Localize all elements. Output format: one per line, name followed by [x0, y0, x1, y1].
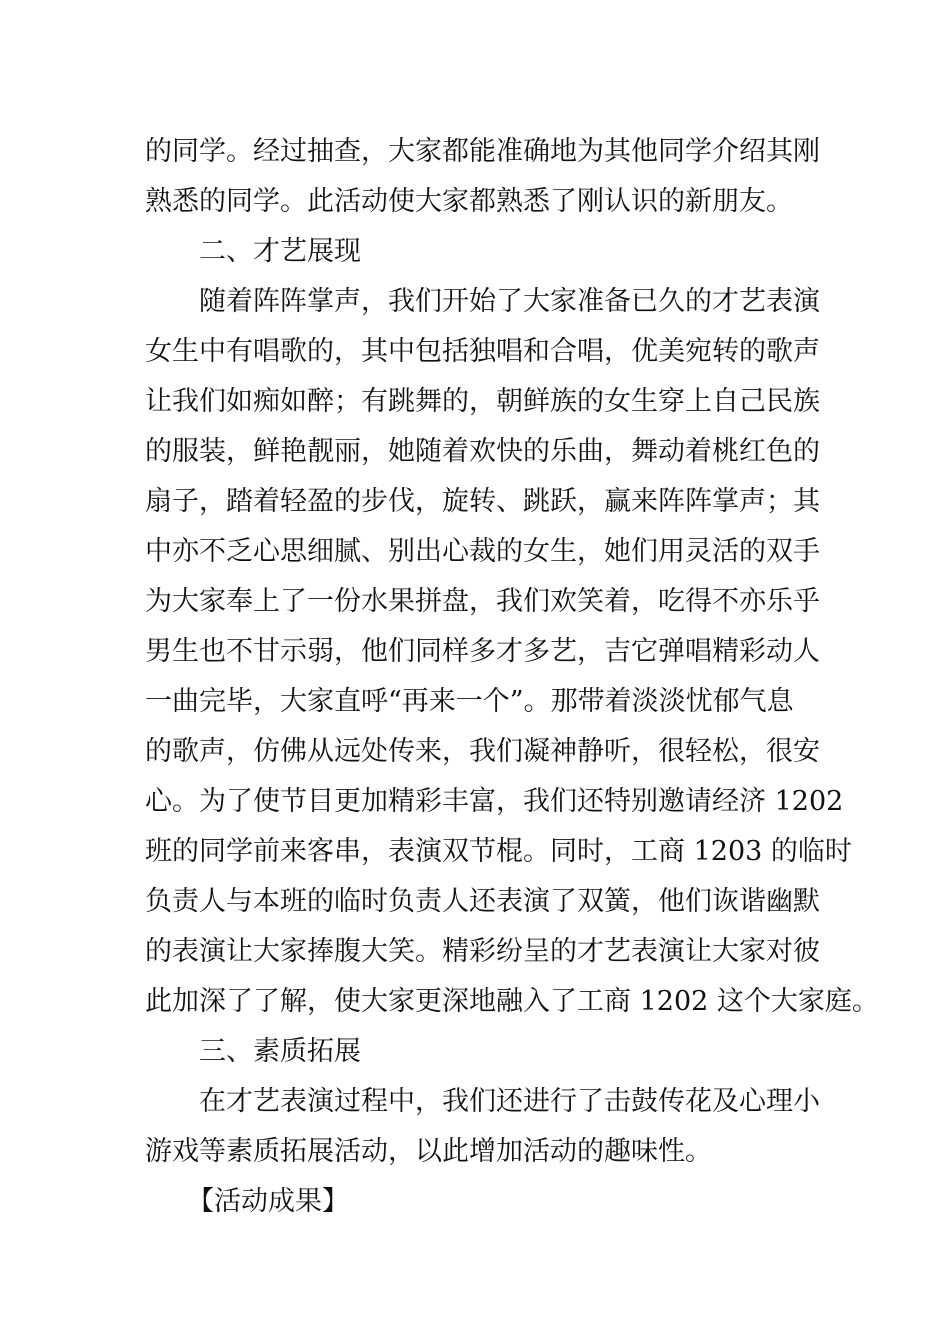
paragraph-line: 为大家奉上了一份水果拼盘，我们欢笑着，吃得不亦乐乎: [145, 586, 820, 617]
paragraph-line: 在才艺表演过程中，我们还进行了击鼓传花及心理小: [199, 1086, 820, 1117]
section-heading-quality-expansion: 三、素质拓展: [199, 1036, 361, 1067]
paragraph-line: 的服装，鲜艳靓丽，她随着欢快的乐曲，舞动着桃红色的: [145, 436, 820, 467]
paragraph-line: 一曲完毕，大家直呼“再来一个”。那带着淡淡忧郁气息: [145, 686, 794, 717]
paragraph-line: 负责人与本班的临时负责人还表演了双簧，他们诙谐幽默: [145, 886, 820, 917]
paragraph-line: 此加深了了解，使大家更深地融入了工商 1202 这个大家庭。: [145, 986, 879, 1017]
paragraph-line: 的表演让大家捧腹大笑。精彩纷呈的才艺表演让大家对彼: [145, 936, 820, 967]
paragraph-line: 男生也不甘示弱，他们同样多才多艺，吉它弹唱精彩动人: [145, 636, 820, 667]
paragraph-line: 心。为了使节目更加精彩丰富，我们还特别邀请经济 1202: [145, 786, 844, 817]
paragraph-line: 的同学。经过抽查，大家都能准确地为其他同学介绍其刚: [145, 136, 820, 167]
paragraph-line: 中亦不乏心思细腻、别出心裁的女生，她们用灵活的双手: [145, 536, 820, 567]
section-heading-talent: 二、才艺展现: [199, 236, 361, 267]
paragraph-line: 女生中有唱歌的，其中包括独唱和合唱，优美宛转的歌声: [145, 336, 820, 367]
paragraph-line: 扇子，踏着轻盈的步伐，旋转、跳跃，赢来阵阵掌声；其: [145, 486, 820, 517]
paragraph-line: 的歌声，仿佛从远处传来，我们凝神静听，很轻松，很安: [145, 736, 820, 767]
paragraph-line: 班的同学前来客串，表演双节棍。同时，工商 1203 的临时: [145, 836, 852, 867]
section-heading-results: 【活动成果】: [187, 1186, 349, 1217]
paragraph-line: 让我们如痴如醉；有跳舞的，朝鲜族的女生穿上自己民族: [145, 386, 820, 417]
paragraph-line: 熟悉的同学。此活动使大家都熟悉了刚认识的新朋友。: [145, 186, 793, 217]
paragraph-line: 随着阵阵掌声，我们开始了大家准备已久的才艺表演: [199, 286, 820, 317]
paragraph-line: 游戏等素质拓展活动，以此增加活动的趣味性。: [145, 1136, 712, 1167]
